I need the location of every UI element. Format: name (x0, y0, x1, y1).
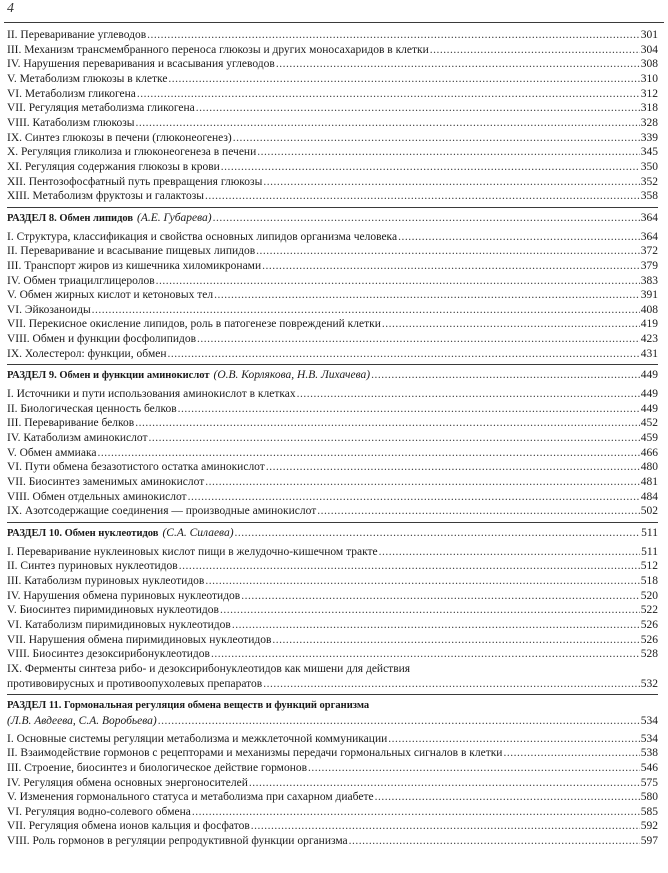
section-11-authors: (Л.В. Авдеева, С.А. Воробьева) (7, 714, 157, 727)
toc-entry (7, 101, 658, 116)
toc-entry-page: 312 (640, 87, 658, 100)
toc-entry (7, 189, 658, 204)
toc-entry (7, 116, 658, 131)
toc-entry (7, 475, 658, 490)
toc-entry-wrap-line1 (7, 662, 658, 677)
toc-entry-page: 452 (640, 417, 658, 430)
section-11-page: 534 (640, 714, 658, 727)
toc-entry-title: VI. Катаболизм пиримидиновых нуклеотидов (7, 618, 231, 631)
toc-entry (7, 230, 658, 245)
toc-entry-title: VIII. Биосинтез дезоксирибонуклеотидов (7, 648, 210, 661)
toc-entry (7, 57, 658, 72)
toc-entry-title: IX. Холестерол: функции, обмен (7, 347, 167, 360)
toc-entry-page: 484 (640, 490, 658, 503)
toc-entry-page: 597 (640, 835, 658, 848)
toc-entry-title: III. Катаболизм пуриновых нуклеотидов (7, 574, 205, 587)
toc-entry (7, 790, 658, 805)
toc-entry (7, 303, 658, 318)
toc-entry-title: VIII. Катаболизм глюкозы (7, 116, 135, 129)
toc-entry (7, 805, 658, 820)
toc-entry-page: 408 (640, 303, 658, 316)
toc-entry (7, 490, 658, 505)
toc-entry-page: 419 (640, 318, 658, 331)
section-10-label: РАЗДЕЛ 10. Обмен нуклеотидов (7, 528, 159, 539)
toc-entry-page: 518 (640, 574, 658, 587)
toc-entry-title: IV. Нарушения переваривания и всасывания углеводов (7, 58, 275, 71)
toc-entry-page: 512 (640, 560, 658, 573)
toc-entry-page: 328 (640, 116, 658, 129)
toc-entry (7, 72, 658, 87)
toc-entry (7, 160, 658, 175)
toc-entry-page: 391 (640, 289, 658, 302)
toc-entry-title: I. Структура, классификация и свойства основных липидов организма человека (7, 230, 398, 243)
toc-entry (7, 647, 658, 662)
toc-entry-page: 459 (640, 432, 658, 445)
toc-entry-title: II. Биологическая ценность белков (7, 402, 177, 415)
toc-entry-page: 345 (640, 146, 658, 159)
toc-entry-title: II. Переваривание углеводов (7, 29, 147, 41)
toc-entry (7, 145, 658, 160)
table-of-contents (7, 28, 658, 849)
toc-entry-page: 352 (640, 175, 658, 188)
toc-entry-title: противовирусных и противоопухолевых препаратов (7, 677, 263, 690)
section-8-heading (7, 211, 658, 227)
section-10 (7, 522, 658, 691)
toc-entry (7, 446, 658, 461)
toc-entry-title: VIII. Роль гормонов в регуляции репродуктивной функции организма (7, 835, 348, 848)
toc-entry (7, 732, 658, 747)
toc-entry-page: 423 (640, 333, 658, 346)
toc-entry-title: VI. Пути обмена безазотистого остатка аминокислот (7, 461, 265, 474)
toc-entry-title: XI. Регуляция содержания глюкозы в крови (7, 160, 220, 173)
toc-entry-title: II. Синтез пуриновых нуклеотидов (7, 560, 178, 573)
section-10-entries (7, 545, 658, 662)
section-8-authors: (А.Е. Губарева) (137, 211, 212, 224)
section-8-entries (7, 230, 658, 362)
toc-entry-page: 449 (640, 388, 658, 401)
toc-entry-title: X. Регуляция гликолиза и глюконеогенеза в печени (7, 146, 257, 159)
toc-entry-title: XIII. Метаболизм фруктозы и галактозы (7, 190, 204, 203)
toc-entry (7, 460, 658, 475)
toc-entry-title: VII. Перекисное окисление липидов, роль в патогенезе повреждений клетки (7, 318, 381, 331)
toc-entry (7, 402, 658, 417)
toc-entry (7, 574, 658, 589)
section-11-entries (7, 732, 658, 849)
toc-entry-page: 358 (640, 190, 658, 203)
toc-entry-title: I. Источники и пути использования аминокислот в клетках (7, 388, 296, 401)
toc-entry (7, 416, 658, 431)
toc-entry (7, 603, 658, 618)
toc-entry (7, 288, 658, 303)
toc-entry-title: III. Механизм трансмембранного переноса глюкозы и других моносахаридов в клетки (7, 43, 429, 56)
toc-entry-page: 532 (640, 677, 658, 690)
top-rule (4, 22, 664, 23)
toc-entry-page: 310 (640, 72, 658, 85)
toc-entry-page: 480 (640, 461, 658, 474)
intro-entries (7, 28, 658, 204)
toc-entry (7, 589, 658, 604)
toc-entry-page: 449 (640, 402, 658, 415)
toc-entry-title: XII. Пентозофосфатный путь превращения глюкозы (7, 175, 263, 188)
toc-entry-title: IX. Ферменты синтеза рибо- и дезоксирибонуклеотидов как мишени для действия (7, 662, 411, 675)
toc-entry (7, 746, 658, 761)
toc-entry-page: 339 (640, 131, 658, 144)
toc-entry-page: 301 (640, 29, 658, 41)
toc-entry (7, 317, 658, 332)
toc-entry-title: V. Обмен жирных кислот и кетоновых тел (7, 289, 214, 302)
toc-entry-title: IV. Нарушения обмена пуриновых нуклеотидов (7, 589, 241, 602)
section-10-heading (7, 526, 658, 542)
toc-entry-page: 511 (641, 545, 658, 558)
toc-entry (7, 259, 658, 274)
toc-entry-page: 520 (640, 589, 658, 602)
toc-entry-page: 304 (640, 43, 658, 56)
toc-entry (7, 87, 658, 102)
toc-entry-page: 466 (640, 446, 658, 459)
toc-entry (7, 834, 658, 849)
section-11-authors-line (7, 714, 658, 729)
section-8-label: РАЗДЕЛ 8. Обмен липидов (7, 212, 134, 224)
section-9 (7, 364, 658, 519)
toc-entry (7, 633, 658, 648)
toc-entry (7, 761, 658, 776)
toc-entry (7, 332, 658, 347)
section-8 (7, 207, 658, 362)
toc-entry-page: 502 (640, 505, 658, 518)
section-10-authors: (С.А. Силаева) (162, 527, 234, 539)
toc-entry-title: V. Биосинтез пиримидиновых нуклеотидов (7, 604, 219, 617)
toc-entry-page: 534 (640, 732, 658, 745)
section-8-page: 364 (640, 211, 658, 224)
toc-entry (7, 244, 658, 259)
toc-entry-page: 580 (640, 791, 658, 804)
toc-entry-title: V. Обмен аммиака (7, 446, 97, 459)
toc-entry (7, 175, 658, 190)
toc-entry-title: VI. Метаболизм гликогена (7, 87, 136, 100)
page-number: 4 (7, 1, 14, 16)
toc-entry-page: 350 (640, 160, 658, 173)
toc-entry-page: 431 (640, 347, 658, 360)
toc-entry (7, 559, 658, 574)
toc-entry-title: IV. Обмен триацилглицеролов (7, 274, 155, 287)
toc-entry-title: V. Изменения гормонального статуса и метаболизма при сахарном диабете (7, 791, 374, 804)
toc-entry (7, 347, 658, 362)
toc-entry (7, 819, 658, 834)
toc-entry-title: IV. Катаболизм аминокислот (7, 432, 148, 445)
toc-entry-page: 364 (640, 230, 658, 243)
toc-entry-title: VIII. Обмен отдельных аминокислот (7, 490, 187, 503)
toc-entry-title: III. Строение, биосинтез и биологическое действие гормонов (7, 761, 308, 774)
section-9-entries (7, 387, 658, 519)
toc-entry-title: VII. Биосинтез заменимых аминокислот (7, 476, 205, 489)
toc-entry-page: 546 (640, 761, 658, 774)
toc-entry-title: VII. Нарушения обмена пиримидиновых нуклеотидов (7, 633, 272, 646)
toc-entry-title: III. Переваривание белков (7, 417, 135, 430)
toc-entry-page: 526 (640, 618, 658, 631)
toc-entry-page: 383 (640, 274, 658, 287)
toc-entry-page: 528 (640, 648, 658, 661)
toc-entry (7, 28, 658, 43)
section-10-page: 511 (641, 527, 658, 539)
toc-entry (7, 431, 658, 446)
toc-entry-page: 575 (640, 776, 658, 789)
toc-entry-page: 592 (640, 820, 658, 833)
toc-entry-page: 522 (640, 604, 658, 617)
toc-entry (7, 776, 658, 791)
toc-entry (7, 618, 658, 633)
section-11-heading (7, 698, 658, 714)
toc-entry-wrap-line2 (7, 677, 658, 692)
toc-entry-title: II. Переваривание и всасывание пищевых липидов (7, 245, 256, 258)
toc-entry-title: IV. Регуляция обмена основных энергоносителей (7, 776, 248, 789)
toc-entry-page: 526 (640, 633, 658, 646)
toc-entry-page: 308 (640, 58, 658, 71)
toc-entry-page: 318 (640, 102, 658, 115)
toc-entry (7, 545, 658, 560)
section-9-authors: (О.В. Корлякова, Н.В. Лихачева) (213, 369, 371, 382)
toc-entry-title: IX. Синтез глюкозы в печени (глюконеогенез) (7, 131, 232, 144)
toc-entry (7, 43, 658, 58)
section-11 (7, 694, 658, 849)
toc-entry-page: 379 (640, 259, 658, 272)
toc-entry-title: I. Основные системы регуляции метаболизма и межклеточной коммуникации (7, 732, 388, 745)
toc-entry-title: V. Метаболизм глюкозы в клетке (7, 72, 168, 85)
section-11-label: РАЗДЕЛ 11. Гормональная регуляция обмена веществ и функций организма (7, 700, 370, 712)
section-9-page: 449 (640, 369, 658, 382)
toc-entry-title: VIII. Обмен и функции фосфолипидов (7, 333, 197, 346)
toc-entry-page: 585 (640, 805, 658, 818)
toc-entry-title: I. Переваривание нуклеиновых кислот пищи в желудочно-кишечном тракте (7, 545, 378, 558)
toc-entry-title: III. Транспорт жиров из кишечника хиломикронами (7, 259, 262, 272)
toc-entry (7, 274, 658, 289)
toc-entry-page: 481 (640, 476, 658, 489)
toc-entry (7, 131, 658, 146)
toc-entry (7, 504, 658, 519)
toc-entry-page: 538 (640, 747, 658, 760)
toc-entry-title: VI. Регуляция водно-солевого обмена (7, 805, 191, 818)
toc-entry-title: VII. Регуляция метаболизма гликогена (7, 102, 195, 115)
toc-entry-page: 372 (640, 245, 658, 258)
toc-entry-title: VI. Эйкозаноиды (7, 303, 91, 316)
toc-entry-title: VII. Регуляция обмена ионов кальция и фосфатов (7, 820, 250, 833)
section-9-heading (7, 368, 658, 384)
toc-entry (7, 387, 658, 402)
toc-entry-title: II. Взаимодействие гормонов с рецепторами и механизмы передачи гормональных сигналов в клетки (7, 747, 503, 760)
section-9-label: РАЗДЕЛ 9. Обмен и функции аминокислот (7, 370, 210, 382)
toc-entry-title: IX. Азотсодержащие соединения — производные аминокислот (7, 505, 317, 518)
